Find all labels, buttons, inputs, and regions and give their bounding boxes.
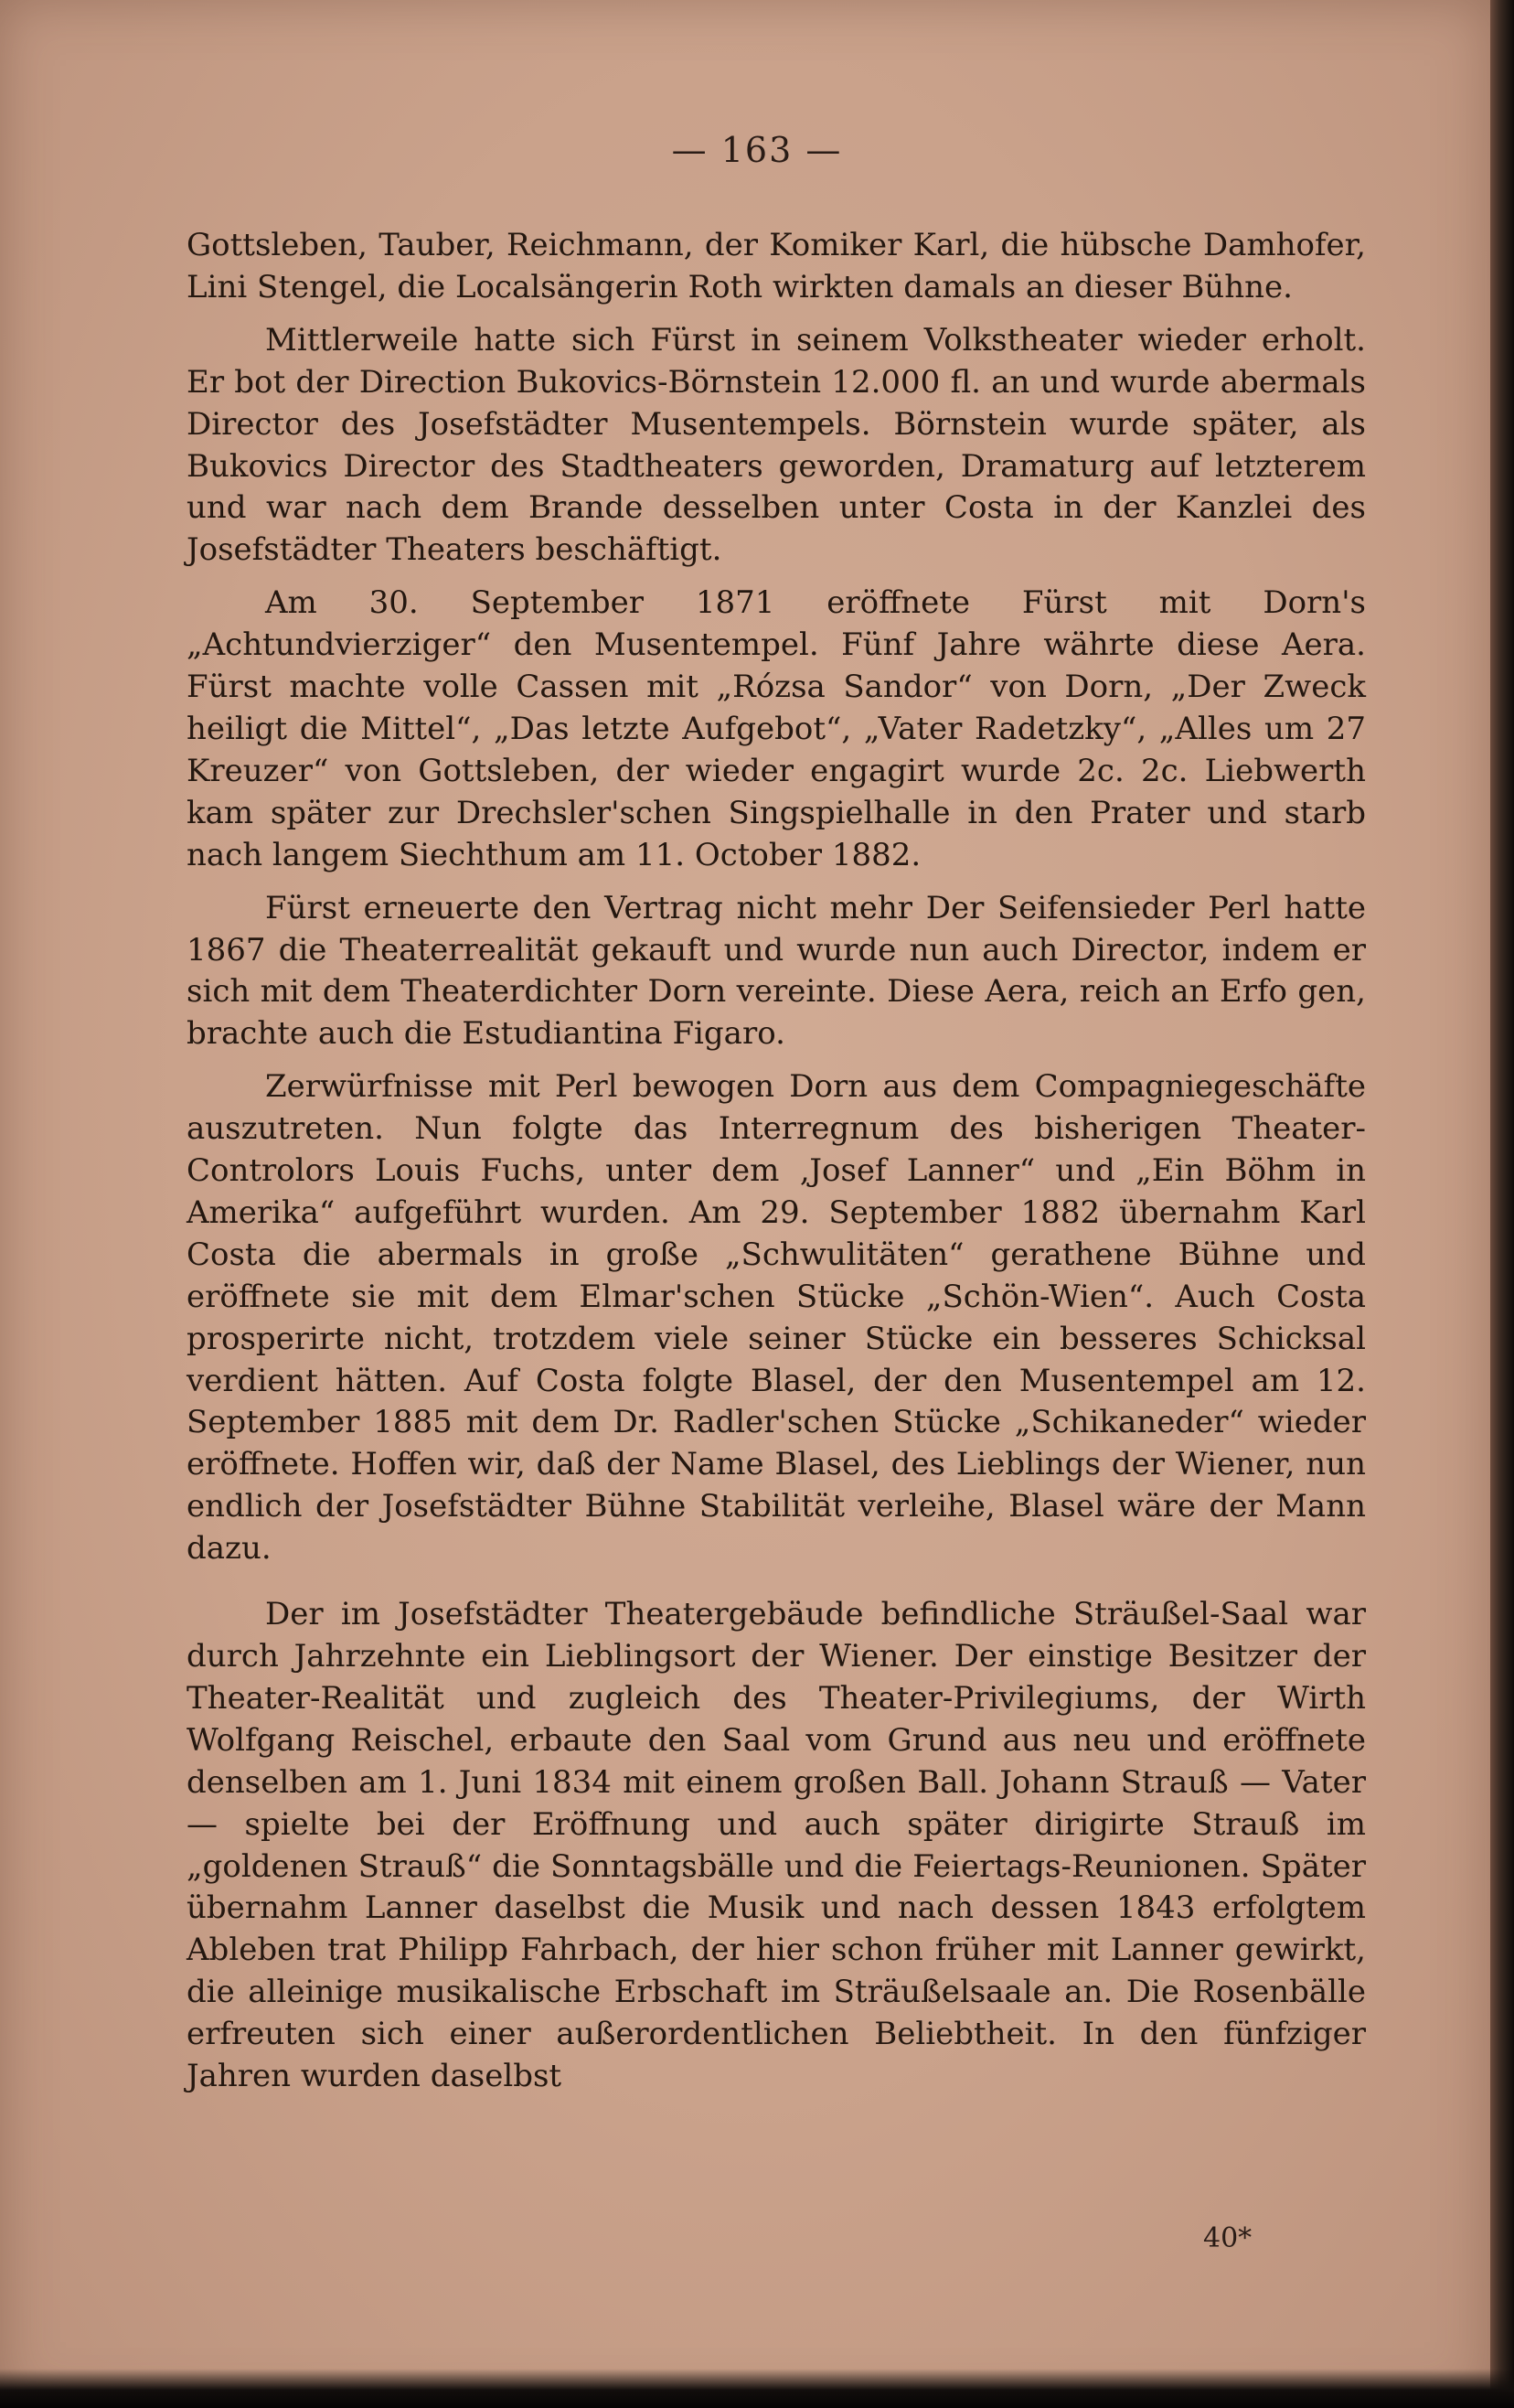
paragraph-3: Am 30. September 1871 eröffnete Fürst mit Dorn's „Achtundvierziger“ den Musentempel. Fünf Jahre währte diese Aera. Fürst machte volle Cassen mit „Rózsa Sandor“ von Dorn, „Der Zweck heiligt die Mittel“, „Das letzte Aufgebot“, „Vater Radetzky“, „Alles um 27 Kreuzer“ von Gottsleben, der wieder engagirt wurde 2c. 2c. Liebwerth kam später zur Drechsler'schen Singspielhalle in den Prater und starb nach langem Siechthum am 11. October 1882.: [187, 584, 1366, 873]
paragraph-1: Gottsleben, Tauber, Reichmann, der Komiker Karl, die hübsche Damhofer, Lini Stengel, die Localsängerin Roth wirkten damals an dieser Bühne.: [187, 227, 1366, 305]
paragraph-6: Der im Josefstädter Theatergebäude befindliche Sträußel-Saal war durch Jahrzehnte ein Lieblingsort der Wiener. Der einstige Besitzer der Theater-Realität und zugleich des Theater-Privilegiums, der Wirth Wolfgang Reischel, erbaute den Saal vom Grund aus neu und eröffnete denselben am 1. Juni 1834 mit einem großen Ball. Johann Strauß — Vater — spielte bei der Eröffnung und auch später dirigirte Strauß im „goldenen Strauß“ die Sonntagsbälle und die Feiertags-Reunionen. Später übernahm Lanner daselbst die Musik und nach dessen 1843 erfolgtem Ableben trat Philipp Fahrbach, der hier schon früher mit Lanner gewirkt, die alleinige musikalische Erbschaft im Sträußelsaale an. Die Rosenbälle erfreuten sich einer außerordentlichen Beliebtheit. In den fünfziger Jahren wurden daselbst: [187, 1596, 1366, 2095]
paragraph-5: Zerwürfnisse mit Perl bewogen Dorn aus dem Compagniegeschäfte auszutreten. Nun folgte das Interregnum des bisherigen Theater-Controlors Louis Fuchs, unter dem ‚Josef Lanner“ und „Ein Böhm in Amerika“ aufgeführt wurden. Am 29. September 1882 übernahm Karl Costa die abermals in große „Schwulitäten“ gerathene Bühne und eröffnete sie mit dem Elmar'schen Stücke „Schön-Wien“. Auch Costa prosperirte nicht, trotzdem viele seiner Stücke ein besseres Schicksal verdient hätten. Auf Costa folgte Blasel, der den Musentempel am 12. September 1885 mit dem Dr. Radler'schen Stücke „Schikaneder“ wieder eröffnete. Hoffen wir, daß der Name Blasel, des Lieblings der Wiener, nun endlich der Josefstädter Bühne Stabilität verleihe, Blasel wäre der Mann dazu.: [187, 1068, 1366, 1568]
book-bottom-edge: [0, 2369, 1514, 2408]
paragraph-2: Mittlerweile hatte sich Fürst in seinem Volkstheater wieder erholt. Er bot der Direction Bukovics-Börnstein 12.000 fl. an und wurde abermals Director des Josefstädter Musentempels. Börnstein wurde später, als Bukovics Director des Stadtheaters geworden, Dramaturg auf letzterem und war nach dem Brande desselben unter Costa in der Kanzlei des Josefstädter Theaters beschäftigt.: [187, 321, 1366, 569]
book-spine-edge: [1490, 0, 1514, 2408]
page-number: — 163 —: [671, 130, 843, 170]
page-text: [187, 225, 1366, 2098]
paragraph-4: Fürst erneuerte den Vertrag nicht mehr Der Seifensieder Perl hatte 1867 die Theaterrealität gekauft und wurde nun auch Director, indem er sich mit dem Theaterdichter Dorn vereinte. Diese Aera, reich an Erfo gen, brachte auch die Estudiantina Figaro.: [187, 889, 1366, 1053]
signature-mark: 40*: [1203, 2222, 1253, 2254]
